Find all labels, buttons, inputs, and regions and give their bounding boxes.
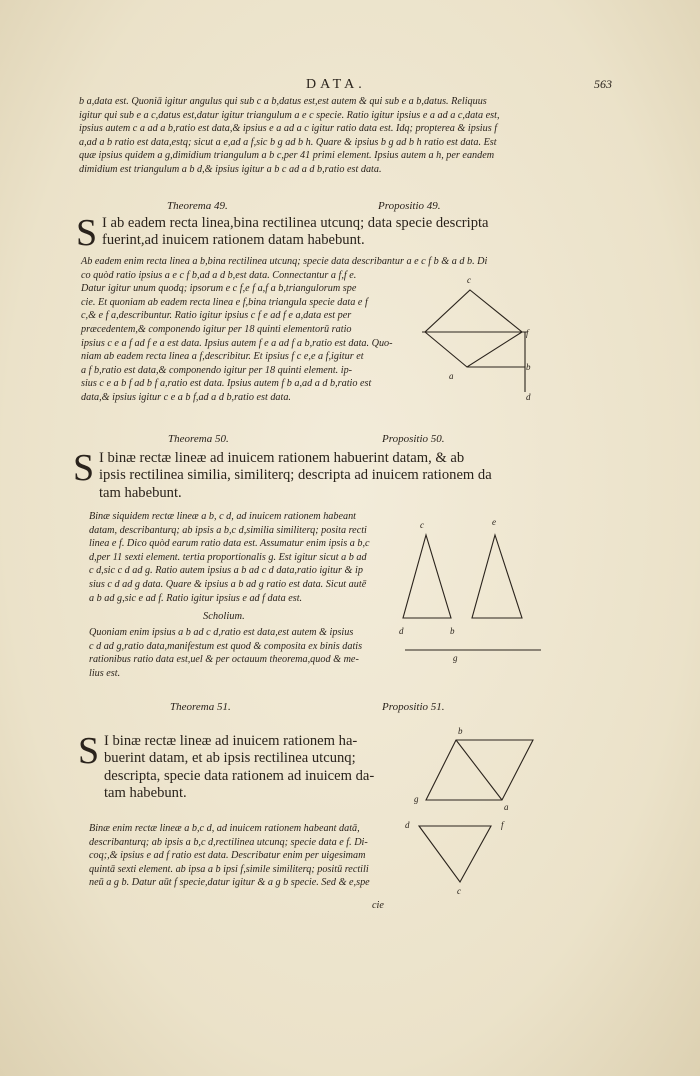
text-line: Binæ siquidem rectæ lineæ a b, c d, ad inuicem rationem habeant [89,511,357,522]
theorem-50-proof [89,510,370,605]
intro-paragraph [79,95,500,177]
scholium-text [89,626,362,680]
text-line: Binæ enim rectæ lineæ a b,c d, ad inuicem rationem habeant datā, [89,823,360,834]
text-line: a f b,ratio est data,& componendo igitur per 18 quinti element. ip- [81,364,353,376]
propositio-50-label: Propositio 50. [382,433,445,445]
text-line: sius c e a b f ad b f a,ratio est data. Ipsius autem f b a,ad a d b,ratio est [81,378,372,390]
figure-label-c: c [467,275,471,285]
text-line: ipsius c e a f ad f e a est data. Ipsius autem f e a ad f a b,ratio est data. Quo- [81,337,393,349]
theorema-51-label: Theorema 51. [170,701,231,713]
text-line: data,& ipsius igitur c e a b f,ad a d b,ratio est data. [81,391,291,403]
text-line: c d,sic c d ad g. Ratio autem ipsius a b ad c d data,ratio igitur & ip [89,565,363,577]
text-line: ipsius autem c a ad a b,ratio est data,& ipsius e a ad a c igitur ratio data est. Idq; propterea & ipsius f [79,123,498,135]
figure-label-d: d [399,626,404,636]
drop-cap: S [76,212,98,254]
text-line: d,per 11 sexti element. tertia proportionalis g. Est igitur sicut a b ad [89,551,367,563]
text-line: c,& e f a,describuntur. Ratio igitur ipsius c f e ad f e a,data est per [81,310,352,322]
statement-line: buerint datam, et ab ipsis rectilinea utcunq; [104,750,356,767]
scholium-title: Scholium. [203,611,245,622]
statement-line: I binæ rectæ lineæ ad inuicem rationem ha- [104,733,358,749]
statement-line: I binæ rectæ lineæ ad inuicem rationem habuerint datam, & ab [99,450,465,466]
page-number: 563 [594,77,612,91]
text-line: lius est. [89,667,121,679]
figure-51 [405,722,545,897]
text-line: describanturq; ab ipsis a b,c d,rectilinea utcunq; specie data e f. Di- [89,836,368,848]
figure-label-g: g [414,794,419,804]
figure-label-a: a [449,371,454,381]
figure-label-d: d [526,392,531,402]
figure-label-b: b [526,362,531,372]
text-line: datam, describanturq; ab ipsis a b,c d,similia similiterq; posita recti [89,524,367,536]
figure-49-upper-triangle [425,290,522,332]
text-line: igitur qui sub e a c,datus est,datur igitur triangulum a e c specie. Ratio igitur ipsius e a ad a c,data est, [79,109,500,121]
drop-cap: S [73,447,95,489]
running-title: DATA. [306,77,366,92]
statement-line: ipsis rectilinea similia, similiterq; descripta ad inuicem rationem da [99,467,492,484]
figure-label-f: f [526,328,529,338]
figure-label-c: c [457,886,461,896]
text-line: dimidium est triangulum a b d,& ipsius igitur a b c ad a d b,ratio est data. [79,163,382,175]
figure-label-b: b [458,726,463,736]
text-line: c d ad g,ratio data,manifestum est quod & composita ex binis datis [89,640,363,652]
text-line: cie. Et quoniam ab eadem recta linea e f,bina triangula specie data e f [81,296,368,308]
figure-49-lower-lines [425,332,522,367]
figure-label-g: g [453,653,458,663]
text-line: niam ab eadem recta linea a f,describitur. Et ipsius f c e,e a f,igitur et [81,351,364,363]
theorem-51-statement [104,733,374,803]
text-line: quæ ipsius quidem a g,dimidium triangulum a b c,per 41 primi element. Ipsius autem a h, per eandem [79,150,495,162]
statement-line: descripta, specie data rationem ad inuicem da- [104,767,375,784]
drop-cap: S [78,730,100,772]
figure-label-a: a [504,802,509,812]
figure-50-right-triangle [472,535,522,618]
figure-label-f: f [501,820,504,830]
figure-label-c: c [420,520,424,530]
figure-50-left-triangle [403,535,451,618]
figure-51-diagonal [456,740,502,800]
text-line: Quoniam enim ipsius a b ad c d,ratio est data,est autem & ipsius [89,627,354,638]
figure-49 [405,270,530,405]
text-line: quintā sexti element. ab ipsa a b ipsi f,simile similiterq; positū rectili [89,863,369,875]
statement-line: I ab eadem recta linea,bina rectilinea utcunq; data specie descripta [102,215,489,231]
theorem-49-statement [102,215,489,250]
figure-51-lower-triangle [419,826,491,882]
statement-line: tam habebunt. [99,484,182,501]
figure-label-e: e [492,517,496,527]
text-line: co quòd ratio ipsius a e c f b,ad a d b,est data. Connectantur a f,f e. [81,269,357,281]
statement-line: fuerint,ad inuicem rationem datam habebunt. [102,232,365,249]
text-line: b a,data est. Quoniā igitur angulus qui sub c a b,datus est,est autem & qui sub e a b,datus. Reliquus [79,96,487,107]
figure-50 [393,510,543,665]
propositio-49-label: Propositio 49. [378,200,441,212]
text-line: a b ad g,sic e ad f. Ratio igitur ipsius e ad f data est. [89,592,303,604]
text-line: neū a g b. Datur aūt f specie,datur igitur & a g b specie. Sed & e,spe [89,877,370,889]
text-line: linea e f. Dico quòd earum ratio data est. Assumatur enim ipsis a b,c [89,538,370,550]
text-line: Datur igitur unum quodq; ipsorum e c f,e f a,f a b,triangulorum spe [81,283,357,295]
statement-line: tam habebunt. [104,785,187,802]
text-line: rationibus ratio data est,uel & per octauum theorema,quod & me- [89,654,359,666]
propositio-51-label: Propositio 51. [382,701,445,713]
figure-label-b: b [450,626,455,636]
text-line: præcedentem,& componendo igitur per 18 quinti elementorū ratio [81,323,352,335]
catchword: cie [372,900,384,911]
text-line: coq;,& ipsius e ad f ratio est data. Describatur enim per uigesimam [89,850,366,862]
text-line: a,ad a b ratio est data,estq; sicut a e,ad a f,sic b g ad b h. Quare & ipsius b g ad b h ratio est data. Est [79,136,497,148]
theorema-49-label: Theorema 49. [167,200,228,212]
figure-label-d: d [405,820,410,830]
theorema-50-label: Theorema 50. [168,433,229,445]
text-line: Ab eadem enim recta linea a b,bina rectilinea utcunq; specie data describantur a e c f b & a d b. Di [81,256,488,267]
text-line: sius c d ad g data. Quare & ipsius a b ad g ratio est data. Sicut autē [89,578,367,590]
theorem-51-proof [89,822,370,890]
theorem-50-statement [99,450,492,502]
